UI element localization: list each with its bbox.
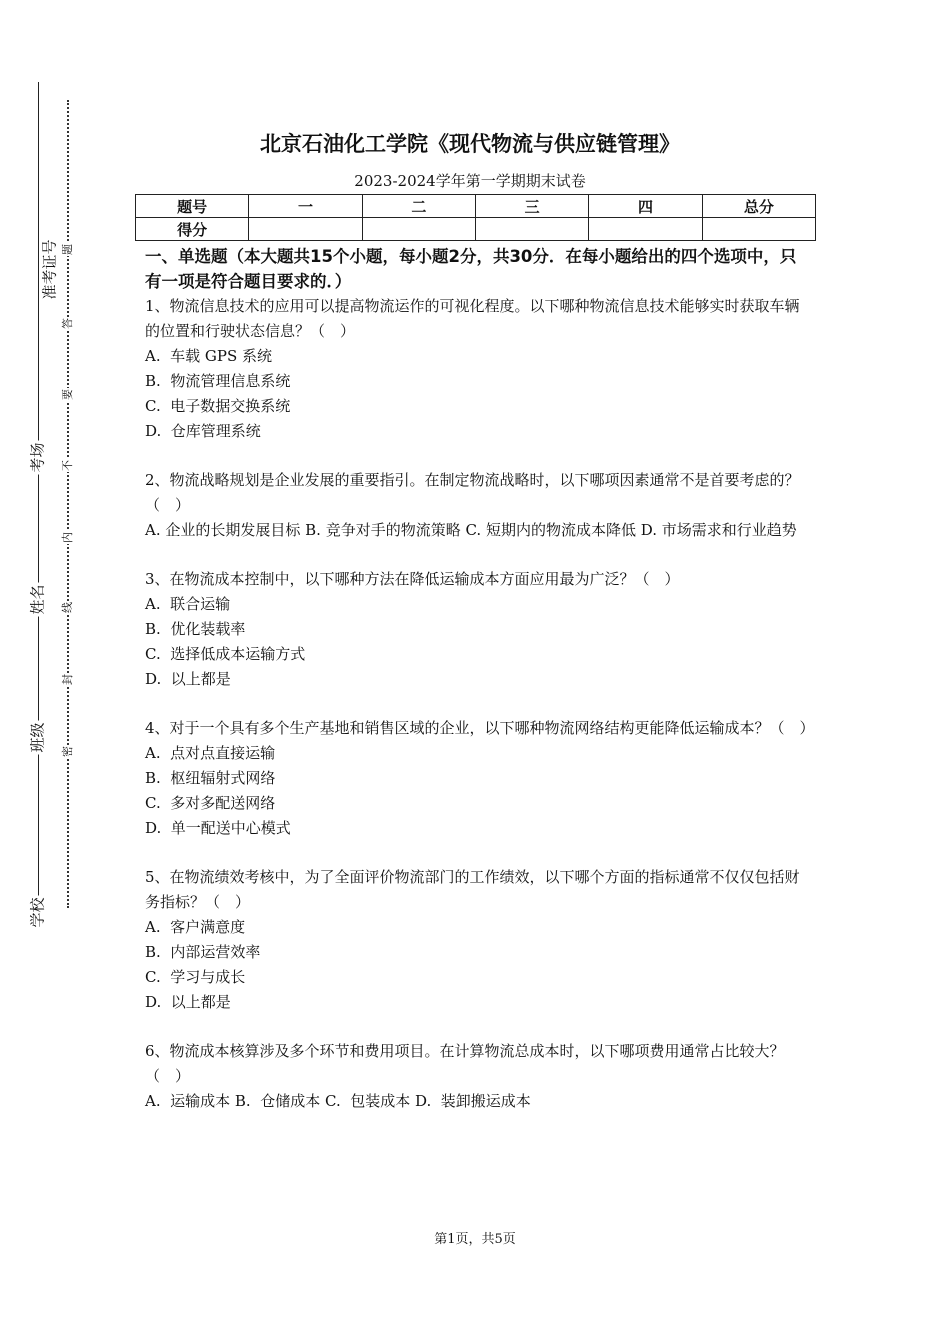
- question-stem: 1、物流信息技术的应用可以提高物流运作的可视化程度。以下哪种物流信息技术能够实时获取车辆的位置和行驶状态信息？（ ）: [145, 297, 800, 340]
- field-name: 姓名: [28, 584, 47, 615]
- question-option: A. 运输成本 B. 仓储成本 C. 包装成本 D. 装卸搬运成本: [145, 1092, 531, 1110]
- exam-subtitle: 2023-2024学年第一学期期末试卷: [354, 172, 586, 190]
- section-heading: 一、单选题（本大题共15个小题，每小题2分，共30分．在每小题给出的四个选项中，只有一项是符合题目要求的．）: [145, 247, 797, 291]
- question-2: [145, 468, 810, 543]
- question-option: C. 学习与成长: [145, 968, 246, 986]
- question-option: C. 多对多配送网络: [145, 794, 276, 812]
- question-3: [145, 567, 810, 692]
- score-input-cell: [249, 218, 362, 241]
- score-table: [135, 194, 816, 241]
- question-option: D. 以上都是: [145, 993, 231, 1011]
- score-input-cell: [362, 218, 475, 241]
- binding-margin: [0, 0, 120, 1344]
- score-cell: 二: [362, 195, 475, 218]
- seal-dotted-line: [67, 100, 69, 908]
- question-5: [145, 865, 810, 1015]
- score-cell: 题号: [136, 195, 249, 218]
- seal-char: 内: [60, 532, 74, 543]
- question-option: B. 枢纽辐射式网络: [145, 769, 276, 787]
- question-option: A. 车载 GPS 系统: [145, 347, 273, 365]
- seal-char: 密: [60, 746, 74, 757]
- field-school: 学校: [28, 897, 47, 928]
- score-input-cell: [475, 218, 588, 241]
- question-option: B. 物流管理信息系统: [145, 372, 291, 390]
- question-option: A. 企业的长期发展目标 B. 竞争对手的物流策略 C. 短期内的物流成本降低 D. 市场需求和行业趋势: [145, 521, 797, 539]
- question-option: A. 客户满意度: [145, 918, 246, 936]
- seal-char: 答: [60, 318, 74, 329]
- exam-content: [145, 244, 815, 1114]
- question-option: A. 点对点直接运输: [145, 744, 276, 762]
- question-stem: 3、在物流成本控制中，以下哪种方法在降低运输成本方面应用最为广泛？（ ）: [145, 570, 680, 588]
- field-exam-room: 考场: [28, 442, 47, 473]
- score-cell: 三: [475, 195, 588, 218]
- exam-title: 北京石油化工学院《现代物流与供应链管理》: [260, 132, 680, 156]
- question-option: C. 电子数据交换系统: [145, 397, 291, 415]
- question-option: A. 联合运输: [145, 595, 231, 613]
- field-class: 班级: [28, 722, 47, 753]
- field-exam-number: 准考证号: [40, 239, 59, 300]
- question-option: D. 单一配送中心模式: [145, 819, 291, 837]
- question-stem: 2、物流战略规划是企业发展的重要指引。在制定物流战略时，以下哪项因素通常不是首要考虑的？（ ）: [145, 471, 800, 514]
- seal-char: 封: [60, 674, 74, 685]
- question-1: [145, 294, 810, 444]
- score-cell: 总分: [702, 195, 815, 218]
- question-6: [145, 1039, 810, 1114]
- question-option: B. 优化装载率: [145, 620, 246, 638]
- question-option: D. 仓库管理系统: [145, 422, 261, 440]
- question-4: [145, 716, 815, 841]
- question-option: D. 以上都是: [145, 670, 231, 688]
- seal-char: 线: [60, 602, 74, 613]
- score-cell: 一: [249, 195, 362, 218]
- seal-char: 要: [60, 389, 74, 400]
- score-cell: 四: [589, 195, 702, 218]
- score-input-cell: [589, 218, 702, 241]
- seal-char: 题: [60, 244, 74, 255]
- seal-char: 不: [60, 460, 74, 471]
- page-footer: 第1页，共5页: [434, 1232, 516, 1247]
- score-table-score-row: [136, 218, 816, 241]
- question-stem: 5、在物流绩效考核中，为了全面评价物流部门的工作绩效，以下哪个方面的指标通常不仅仅包括财务指标？（ ）: [145, 868, 800, 911]
- score-input-cell: [702, 218, 815, 241]
- score-cell: 得分: [136, 218, 249, 241]
- question-option: B. 内部运营效率: [145, 943, 261, 961]
- binding-solid-line: [38, 82, 39, 927]
- question-stem: 6、物流成本核算涉及多个环节和费用项目。在计算物流总成本时，以下哪项费用通常占比较大？（ ）: [145, 1042, 785, 1085]
- question-option: C. 选择低成本运输方式: [145, 645, 306, 663]
- question-stem: 4、对于一个具有多个生产基地和销售区域的企业，以下哪种物流网络结构更能降低运输成本？（ ）: [145, 719, 815, 737]
- score-table-header-row: [136, 195, 816, 218]
